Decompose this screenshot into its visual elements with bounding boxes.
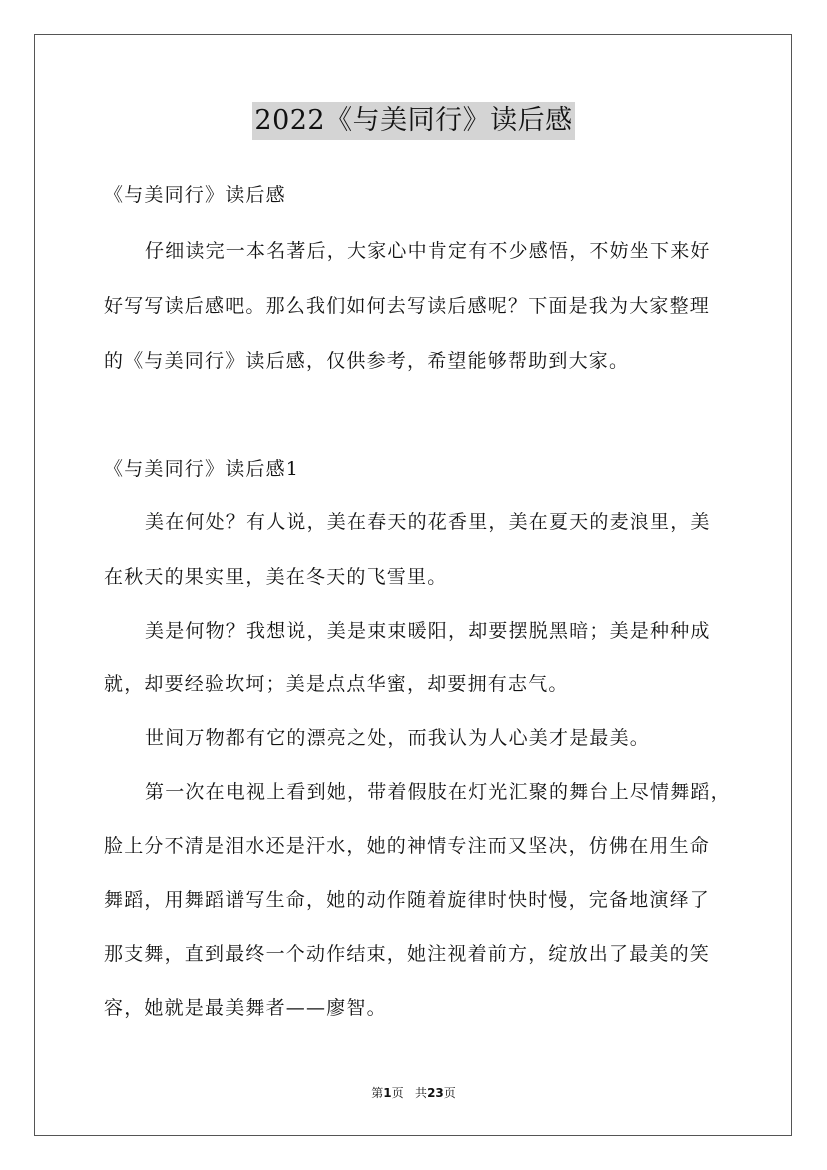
paragraph-line: 美在何处？有人说，美在春天的花香里，美在夏天的麦浪里，美 [145, 511, 711, 533]
footer-page-suffix: 页 [391, 1086, 404, 1100]
footer-total-prefix: 共 [415, 1086, 428, 1100]
paragraph-line: 脸上分不清是泪水还是汗水，她的神情专注而又坚决，仿佛在用生命 [104, 835, 711, 857]
document-subtitle: 《与美同行》读后感 [104, 184, 286, 206]
footer-total-pages: 23 [427, 1086, 444, 1100]
paragraph-line: 在秋天的果实里，美在冬天的飞雪里。 [104, 566, 448, 588]
intro-line: 仔细读完一本名著后，大家心中肯定有不少感悟，不妨坐下来好 [145, 240, 711, 262]
paragraph-line: 第一次在电视上看到她，带着假肢在灯光汇聚的舞台上尽情舞蹈， [145, 781, 731, 803]
paragraph-line: 美是何物？我想说，美是束束暖阳，却要摆脱黑暗；美是种种成 [145, 620, 711, 642]
footer-total-suffix: 页 [443, 1086, 456, 1100]
section-heading: 《与美同行》读后感1 [104, 458, 300, 480]
title-wrap [0, 102, 827, 140]
paragraph-line: 舞蹈，用舞蹈谱写生命，她的动作随着旋律时快时慢，完备地演绎了 [104, 889, 711, 911]
footer-prefix: 第 [371, 1086, 384, 1100]
intro-line: 的《与美同行》读后感，仅供参考，希望能够帮助到大家。 [104, 350, 630, 372]
paragraph-line: 世间万物都有它的漂亮之处，而我认为人心美才是最美。 [145, 727, 651, 749]
footer-current-page: 1 [383, 1086, 392, 1100]
document-title: 2022《与美同行》读后感 [252, 102, 574, 140]
paragraph-line: 就，却要经验坎坷；美是点点华蜜，却要拥有志气。 [104, 673, 569, 695]
intro-line: 好写写读后感吧。那么我们如何去写读后感呢？下面是我为大家整理 [104, 295, 711, 317]
paragraph-line: 那支舞，直到最终一个动作结束，她注视着前方，绽放出了最美的笑 [104, 943, 711, 965]
paragraph-line: 容，她就是最美舞者——廖智。 [104, 997, 387, 1019]
page-footer [0, 1084, 827, 1101]
